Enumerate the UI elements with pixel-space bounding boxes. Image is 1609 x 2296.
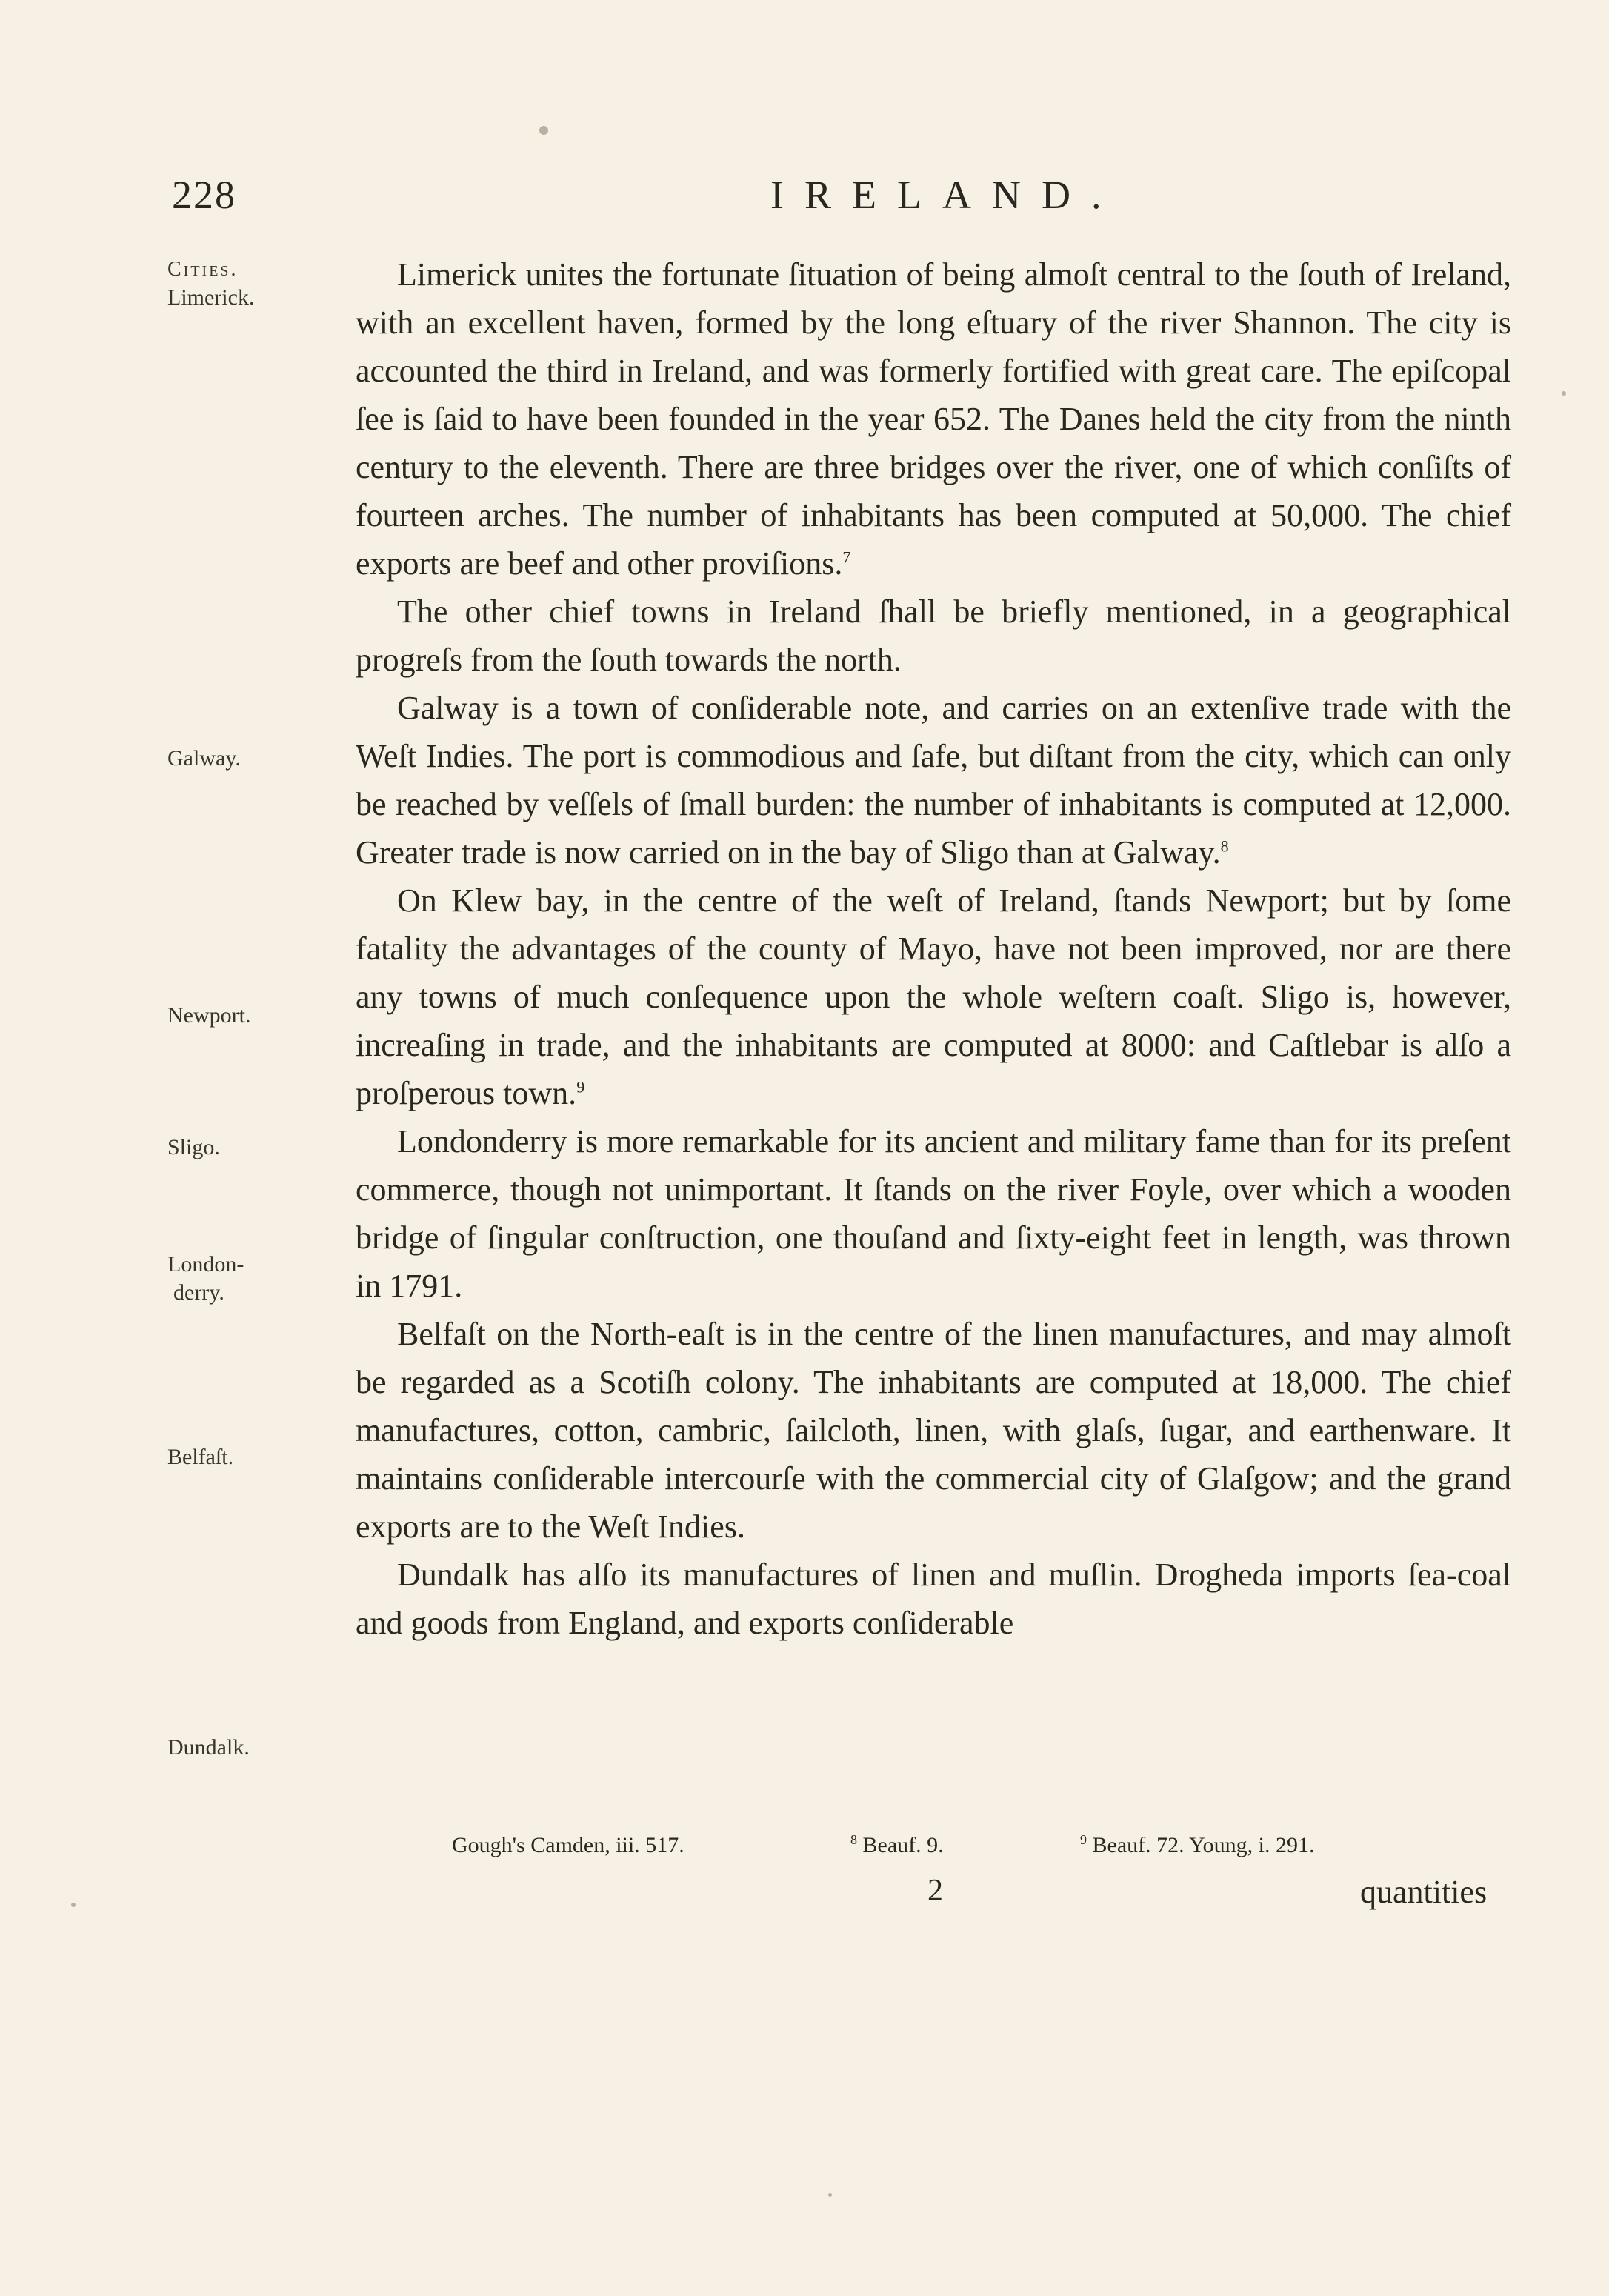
footnote-ref-7: 7 (842, 548, 851, 567)
page-number: 228 (172, 173, 236, 217)
footnote-9-mark: 9 (1080, 1832, 1087, 1847)
catchword: quantities (1360, 1874, 1488, 1910)
margin-label-derry: derry. (173, 1280, 224, 1305)
running-head: IRELAND. (770, 173, 1122, 217)
paragraph-newport-sligo-text: On Klew bay, in the centre of the weſt of Ireland, ſtands Newport; but by ſome fatality the advantages of the county of Mayo, have not been improved, nor are there any towns of much conſequence upon the whole weſtern coaſt. Sligo is, however, increaſing in trade, and the inhabitants are computed at 8000: and Caſtlebar is alſo a proſperous town. (356, 882, 1511, 1111)
paragraph-londonderry: Londonderry is more remarkable for its ancient and military fame than for its preſent commerce, though not unimportant. It ſtands on the river Foyle, over which a wooden bridge of ſingular conſtruction, one thouſand and ſixty-eight feet in length, was thrown in 1791. (356, 1123, 1511, 1304)
margin-label-newport: Newport. (167, 1003, 251, 1028)
margin-label-belfast: Belfaſt. (167, 1445, 234, 1469)
footnote-ref-9: 9 (576, 1077, 585, 1097)
signature-mark: 2 (927, 1874, 943, 1908)
paper-speck (539, 126, 548, 135)
footnote-9-text: Beauf. 72. Young, i. 291. (1092, 1833, 1315, 1857)
margin-label-limerick: Limerick. (167, 285, 255, 310)
page-header (0, 172, 1609, 224)
margin-label-dundalk: Dundalk. (167, 1735, 250, 1760)
footnotes (0, 1833, 1609, 1870)
margin-label-galway: Galway. (167, 746, 241, 771)
margin-label-london: London- (167, 1252, 244, 1277)
paragraph-limerick (356, 250, 1511, 588)
footnote-8-text: Beauf. 9. (862, 1833, 944, 1857)
margin-note-limerick (167, 256, 330, 312)
paragraph-belfast: Belfaſt on the North-eaſt is in the centre of the linen manufactures, and may almoſt be regarded as a Scotiſh colony. The inhabitants are computed at 18,000. The chief manufactures, cotton, cambric, ſailcloth, linen, with glaſs, ſugar, and earthenware. It maintains conſiderable intercourſe with the commercial city of Glaſgow; and the grand exports are to the Weſt Indies. (356, 1316, 1511, 1545)
footnote-8-mark: 8 (850, 1832, 857, 1847)
paragraph-galway-text: Galway is a town of conſiderable note, and carries on an extenſive trade with the Weſt Indies. The port is commodious and ſafe, but diſtant from the city, which can only be reached by veſſels of ſmall burden: the number of inhabitants is computed at 12,000. Greater trade is now carried on in the bay of Sligo than at Galway. (356, 690, 1511, 871)
footnote-8 (850, 1833, 944, 1858)
margin-label-sligo: Sligo. (167, 1135, 220, 1159)
paragraph-limerick-text: Limerick unites the fortunate ſituation of being almoſt central to the ſouth of Ireland, with an excellent haven, formed by the long eſtuary of the river Shannon. The city is accounted the third in Ireland, and was formerly fortified with great care. The epiſcopal ſee is ſaid to have been founded in the year 652. The Danes held the city from the ninth century to the eleventh. There are three bridges over the river, one of which conſiſts of fourteen arches. The number of inhabitants has been computed at 50,000. The chief exports are beef and other proviſions. (356, 256, 1511, 582)
paragraph-galway (356, 684, 1511, 876)
paper-speck (71, 1903, 76, 1907)
footnote-7: Gough's Camden, iii. 517. (452, 1833, 684, 1857)
body-text (356, 250, 1511, 1647)
margin-label-cities: Cities. (167, 258, 239, 281)
paragraph-newport-sligo (356, 876, 1511, 1117)
footnote-9 (1080, 1833, 1315, 1858)
paper-speck (828, 2193, 832, 2197)
paragraph-dundalk: Dundalk has alſo its manufactures of linen and muſlin. Drogheda imports ſea-coal and goods from England, and exports conſiderable (356, 1557, 1511, 1641)
paragraph-other-towns: The other chief towns in Ireland ſhall be briefly mentioned, in a geographical progreſs from the ſouth towards the north. (356, 593, 1511, 678)
paper-speck (1562, 391, 1566, 396)
margin-note-londonderry (167, 1251, 330, 1307)
footnote-ref-8: 8 (1220, 836, 1229, 856)
